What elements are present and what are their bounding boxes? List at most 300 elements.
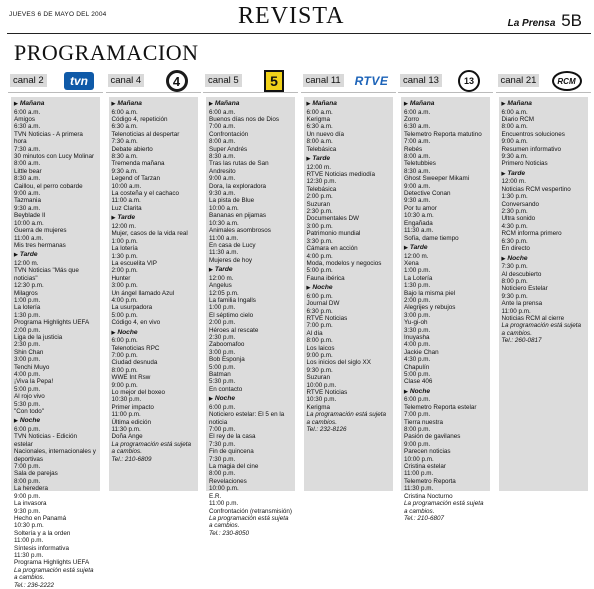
schedule-item: Bajo la misma piel	[404, 289, 456, 297]
schedule-item: 8:30 a.m.	[209, 153, 236, 161]
schedule-item: 11:00 p.m.	[501, 307, 531, 315]
schedule-item: Alegrijes y rebujos	[404, 304, 456, 312]
channel-schedule	[304, 97, 393, 491]
channel-name: canal 4	[108, 74, 145, 87]
schedule-item: 9:00 a.m.	[14, 190, 41, 198]
schedule-item: Amigos	[14, 116, 35, 123]
schedule-item: Shin Chan	[14, 348, 44, 356]
schedule-item: Fin de quincena	[209, 448, 254, 456]
schedule-item: 7:30 a.m.	[111, 138, 138, 146]
schedule-item: Tel.: 210-6807	[404, 514, 445, 522]
schedule-item: La familia Ingalls	[209, 296, 256, 304]
schedule-item: Telebásica	[306, 185, 337, 193]
schedule-item: 9:00 p.m.	[14, 492, 41, 500]
schedule-item: La programación está sujeta a cambios.	[209, 514, 289, 530]
schedule-item: 5:00 p.m.	[14, 385, 41, 393]
channel-name: canal 5	[205, 74, 242, 87]
schedule-item: Patrimonio mundial	[306, 230, 361, 238]
schedule-item: 5:00 p.m.	[209, 363, 236, 371]
schedule-section-label: ▶ Mañana	[112, 100, 195, 109]
schedule-item: 8:00 p.m.	[209, 470, 236, 478]
schedule-item: 6:30 a.m.	[404, 123, 431, 131]
schedule-item: Programa Highlights UEFA	[14, 559, 90, 567]
channel-schedule	[401, 97, 490, 522]
schedule-item: 7:00 a.m.	[404, 138, 431, 146]
schedule-item: 6:00 p.m.	[111, 337, 138, 345]
issue-date: JUEVES 6 DE MAYO DEL 2004	[9, 11, 107, 18]
schedule-item: Programa Highlights UEFA	[14, 319, 90, 327]
schedule-item: Telenoticias RPC	[111, 344, 160, 352]
channel-schedule	[499, 97, 588, 491]
schedule-item: 2:00 p.m.	[111, 267, 138, 275]
schedule-item: 5:30 p.m.	[209, 378, 236, 386]
schedule-item: 10:00 p.m.	[306, 381, 337, 389]
channel-column	[496, 70, 591, 496]
schedule-item: Guerra de mujeres	[14, 227, 67, 235]
schedule-item: Liga de la justicia	[14, 333, 63, 341]
schedule-item: Al descubierto	[501, 270, 542, 278]
schedule-item: Hunter	[111, 274, 131, 282]
schedule-item: 10:30 p.m.	[306, 396, 337, 404]
schedule-section-label: ▶ Tarde	[209, 266, 292, 275]
schedule-item: 10:00 a.m.	[209, 204, 239, 212]
schedule-item: 3:00 p.m.	[209, 348, 236, 356]
schedule-item: 1:00 p.m.	[404, 267, 431, 275]
schedule-item: Al día	[306, 329, 323, 337]
schedule-item: 10:00 p.m.	[209, 485, 239, 493]
schedule-item: 12:00 m.	[404, 252, 429, 260]
schedule-item: 8:00 p.m.	[14, 477, 41, 485]
schedule-item: 8:30 a.m.	[404, 167, 431, 175]
schedule-item: 7:30 a.m.	[14, 145, 41, 153]
schedule-item: Tazmania	[14, 197, 41, 205]
schedule-item: 6:00 p.m.	[306, 292, 333, 300]
schedule-item: Soltería y a la orden	[14, 529, 71, 537]
schedule-item: 11:30 a.m.	[404, 227, 434, 235]
schedule-item: 8:00 p.m.	[404, 426, 431, 434]
paper-name: La Prensa	[507, 18, 556, 29]
tvn-logo: tvn	[64, 72, 94, 90]
schedule-item: El rey de la casa	[209, 433, 256, 441]
schedule-item: 12:00 m.	[306, 163, 332, 171]
schedule-item: 2:00 p.m.	[209, 319, 236, 327]
schedule-item: 9:00 p.m.	[404, 440, 431, 448]
schedule-section-label: ▶ Tarde	[307, 155, 390, 164]
schedule-item: 7:30 p.m.	[209, 440, 236, 448]
schedule-item: Xena	[404, 259, 419, 267]
schedule-item: Clase 406	[404, 378, 433, 386]
schedule-item: 6:30 a.m.	[14, 123, 41, 131]
rtve-logo: RTVE	[354, 74, 389, 88]
schedule-item: 1:30 p.m.	[14, 311, 41, 319]
schedule-item: 10:00 p.m.	[404, 455, 434, 463]
schedule-item: El séptimo cielo	[209, 311, 254, 319]
schedule-item: 11:30 p.m.	[14, 551, 44, 559]
schedule-item: E.R.	[209, 492, 222, 500]
schedule-item: 11:00 p.m.	[111, 411, 141, 419]
schedule-item: La usurpadora	[111, 304, 153, 312]
schedule-item: En directo	[501, 245, 530, 253]
schedule-item: 2:30 p.m.	[306, 208, 333, 216]
schedule-item: Debate abierto	[111, 145, 153, 153]
schedule-item: 10:30 a.m.	[209, 219, 239, 227]
schedule-item: RTVE Noticias	[306, 314, 348, 322]
schedule-item: Kerigma	[306, 116, 330, 123]
schedule-item: 11:30 a.m.	[209, 249, 239, 257]
schedule-item: 7:30 p.m.	[209, 455, 236, 463]
schedule-item: 10:30 p.m.	[111, 396, 142, 404]
schedule-item: Hecho en Panamá	[14, 514, 67, 522]
schedule-item: Mujer, casos de la vida real	[111, 230, 188, 238]
schedule-item: 1:00 p.m.	[14, 296, 41, 304]
schedule-item: Sala de parejas	[14, 470, 58, 478]
schedule-item: 11:00 p.m.	[14, 537, 44, 545]
schedule-item: Telemetro Reporta estelar	[404, 403, 477, 411]
schedule-item: 10:00 a.m.	[111, 182, 142, 190]
schedule-item: 2:00 p.m.	[404, 296, 431, 304]
schedule-item: Fauna ibérica	[306, 274, 345, 282]
schedule-item: Buenos días nos de Dios	[209, 116, 280, 123]
channel-header	[203, 70, 298, 93]
schedule-item: 1:00 p.m.	[209, 304, 236, 312]
schedule-item: 4:00 p.m.	[111, 296, 138, 304]
schedule-item: Luz Clarita	[111, 204, 142, 212]
schedule-item: 12:00 m.	[501, 178, 527, 186]
schedule-item: Bananas en pijamas	[209, 212, 267, 220]
channel-name: canal 21	[498, 74, 540, 87]
schedule-item: 5:00 p.m.	[404, 371, 431, 378]
schedule-item: 5:00 p.m.	[111, 311, 138, 319]
schedule-item: Héroes al rescate	[209, 326, 259, 334]
schedule-item: Cristina estelar	[404, 463, 446, 471]
schedule-section-label: ▶ Noche	[112, 329, 195, 338]
schedule-section-label: ▶ Noche	[502, 255, 585, 264]
schedule-item: 8:30 a.m.	[111, 153, 138, 161]
schedule-item: 12:30 p.m.	[14, 282, 44, 290]
schedule-item: 9:30 a.m.	[209, 190, 236, 198]
schedule-item: Ultra sonido	[501, 215, 536, 223]
schedule-item: La invasora	[14, 500, 47, 508]
schedule-item: Diario RCM	[501, 116, 535, 123]
rcm-logo: RCM	[552, 71, 582, 91]
channel-schedule	[11, 97, 100, 589]
schedule-item: Noticias RCM vespertino	[501, 185, 571, 193]
schedule-item: 5:30 p.m.	[14, 400, 41, 408]
schedule-item: 3:00 p.m.	[306, 222, 333, 230]
schedule-item: 8:00 a.m.	[14, 160, 41, 168]
schedule-section-label: ▶ Noche	[307, 284, 390, 293]
schedule-item: 8:00 p.m.	[501, 277, 528, 285]
schedule-item: Kerigma	[306, 403, 330, 411]
schedule-item: 12:05 p.m.	[209, 289, 239, 297]
schedule-item: 6:00 a.m.	[404, 108, 431, 116]
channel-header	[8, 70, 103, 93]
schedule-item: La programación está sujeta a cambios.	[404, 500, 484, 515]
schedule-item: Al rojo vivo	[14, 393, 45, 401]
schedule-item: Un nuevo día	[306, 130, 344, 138]
section-title: REVISTA	[238, 3, 345, 29]
channel-header	[496, 70, 591, 93]
schedule-item: Chapulín	[404, 363, 430, 371]
channel-header	[301, 70, 396, 93]
schedule-item: 6:30 a.m.	[306, 123, 333, 131]
schedule-item: ¡Viva la Pepa!	[14, 378, 54, 386]
schedule-item: Tremenda mañana	[111, 160, 165, 168]
channel-schedule	[206, 97, 295, 537]
schedule-item: La programación está sujeta a cambios.	[306, 411, 386, 426]
schedule-item: Detective Conan	[404, 190, 451, 198]
schedule-item: Cristina Nocturno	[404, 492, 453, 500]
schedule-item: Batman	[209, 371, 231, 378]
schedule-item: 11:00 p.m.	[209, 500, 239, 508]
schedule-item: 1:30 p.m.	[501, 193, 528, 201]
schedule-item: 11:00 a.m.	[111, 197, 141, 205]
schedule-item: Nacionales, internacionales y deportivas	[14, 448, 96, 463]
schedule-item: 1:30 p.m.	[111, 252, 138, 260]
schedule-item: Moda, modelos y negocios	[306, 259, 382, 267]
schedule-item: La lotería	[111, 245, 138, 253]
schedule-item: 7:00 p.m.	[404, 411, 431, 419]
schedule-item: 9:30 p.m.	[501, 292, 528, 300]
channel-column	[203, 70, 298, 537]
schedule-item: Noticias RCM al cierre	[501, 314, 565, 322]
schedule-item: Tel.: 210-6809	[111, 455, 152, 463]
schedule-item: 2:00 p.m.	[14, 326, 41, 334]
schedule-item: "Con todo"	[14, 408, 45, 416]
channel-column	[106, 70, 201, 496]
schedule-item: Telebásica	[306, 145, 337, 153]
schedule-item: 4:00 p.m.	[14, 371, 41, 378]
schedule-item: Los laicos	[306, 344, 335, 352]
schedule-item: Mis tres hermanas	[14, 241, 66, 249]
schedule-item: 8:00 a.m.	[501, 123, 528, 131]
canal-13-logo: 13	[458, 70, 480, 92]
schedule-item: 12:00 m.	[14, 259, 39, 267]
schedule-item: Código 4, en vivo	[111, 319, 161, 327]
schedule-item: Dora, la exploradora	[209, 182, 267, 190]
schedule-item: 1:30 p.m.	[404, 282, 431, 290]
schedule-item: 4:00 p.m.	[306, 252, 333, 260]
schedule-item: Los inicios del siglo XX	[306, 359, 371, 367]
schedule-item: 7:00 a.m.	[209, 123, 236, 131]
schedule-item: Animales asombrosos	[209, 227, 271, 235]
schedule-item: Por tu amor	[404, 204, 437, 212]
schedule-item: 3:30 p.m.	[306, 237, 333, 245]
schedule-item: TVN Noticias "Más que noticias"	[14, 267, 79, 282]
schedule-item: 9:30 a.m.	[111, 167, 138, 175]
schedule-item: 6:00 p.m.	[209, 403, 236, 411]
schedule-section-label: ▶ Noche	[14, 417, 97, 426]
schedule-item: Noticiero Estelar	[501, 285, 548, 293]
schedule-item: RTVE Noticias	[306, 389, 348, 396]
schedule-item: La lotería	[14, 304, 41, 312]
schedule-item: Tenchi Muyo	[14, 363, 50, 371]
schedule-item: 7:00 p.m.	[14, 463, 41, 471]
schedule-item: Confrontación	[209, 130, 249, 138]
schedule-item: 9:00 a.m.	[209, 175, 236, 183]
schedule-item: 11:30 p.m.	[404, 485, 434, 493]
schedule-item: Milagros	[14, 289, 38, 297]
schedule-item: WWE Int Rsw	[111, 374, 151, 382]
schedule-item: Conversando	[501, 200, 539, 208]
schedule-item: Yu-gi-oh	[404, 319, 428, 327]
schedule-section-label: ▶ Tarde	[502, 170, 585, 179]
schedule-item: La costeña y el cachaco	[111, 190, 180, 198]
schedule-item: La heredera	[14, 485, 48, 493]
schedule-item: 8:00 a.m.	[306, 138, 333, 146]
schedule-item: 2:00 p.m.	[306, 193, 333, 201]
schedule-item: Telemetro Reporta matutino	[404, 130, 482, 138]
schedule-item: Journal DW	[306, 300, 340, 308]
schedule-item: 12:00 m.	[111, 222, 137, 230]
schedule-item: TVN Noticias - A primera hora	[14, 130, 83, 146]
schedule-item: 12:00 m.	[209, 274, 234, 282]
schedule-item: Cámara en acción	[306, 245, 358, 253]
schedule-item: Telemetro Reporta	[404, 477, 456, 485]
schedule-item: Pasión de gavilanes	[404, 433, 461, 441]
channel-header	[106, 70, 201, 93]
schedule-item: 8:00 p.m.	[111, 366, 138, 374]
schedule-item: 6:00 p.m.	[404, 396, 431, 404]
schedule-section-label: ▶ Mañana	[307, 100, 390, 109]
channel-name: canal 11	[303, 74, 344, 87]
channel-column	[398, 70, 493, 522]
schedule-item: Síntesis informativa	[14, 544, 69, 552]
schedule-item: 8:00 a.m.	[209, 138, 236, 146]
schedule-item: La escuelita VIP	[111, 259, 158, 267]
schedule-item: 7:00 p.m.	[111, 351, 138, 359]
schedule-item: Suzuran	[306, 374, 330, 382]
schedule-item: Beyblade II	[14, 212, 46, 220]
schedule-item: 11:00 a.m.	[209, 234, 239, 242]
schedule-item: Inuyasha	[404, 333, 430, 341]
schedule-item: La magia del cine	[209, 463, 259, 471]
schedule-item: 9:30 p.m.	[306, 366, 333, 374]
schedule-item: La Lotería	[404, 274, 433, 282]
schedule-item: Rebés	[404, 145, 423, 153]
page-number: 5B	[561, 11, 582, 30]
schedule-item: 1:00 p.m.	[111, 237, 138, 245]
schedule-item: Parecen noticias	[404, 448, 451, 456]
schedule-item: 9:30 p.m.	[14, 507, 41, 515]
schedule-item: 6:00 a.m.	[306, 108, 333, 116]
schedule-item: 3:00 p.m.	[14, 356, 41, 364]
schedule-item: Doña Ange	[111, 433, 143, 441]
channel-name: canal 2	[10, 74, 47, 87]
schedule-item: Revelaciones	[209, 477, 247, 485]
schedule-item: 6:00 a.m.	[111, 108, 138, 116]
schedule-item: Little bear	[14, 167, 42, 175]
schedule-item: 6:30 a.m.	[111, 123, 138, 131]
schedule-item: RTVE Noticias mediodía	[306, 171, 375, 179]
page-title: PROGRAMACION	[14, 40, 199, 65]
channel-name: canal 13	[400, 74, 442, 87]
schedule-item: Confrontación (retransmisión)	[209, 507, 292, 515]
schedule-item: Teletubbies	[404, 160, 436, 168]
schedule-item: 3:30 p.m.	[404, 326, 431, 334]
schedule-item: Tel.: 260-0817	[501, 337, 542, 345]
schedule-item: 6:30 p.m.	[501, 237, 528, 245]
schedule-section-label: ▶ Mañana	[404, 100, 487, 109]
schedule-item: 7:00 p.m.	[306, 322, 333, 330]
schedule-item: 9:30 a.m.	[14, 204, 41, 212]
schedule-item: Ante la prensa	[501, 300, 543, 308]
schedule-item: Lo mejor del boxeo	[111, 389, 166, 396]
channel-header	[398, 70, 493, 93]
schedule-item: Tel.: 232-8126	[306, 426, 347, 434]
schedule-item: RCM informa primero	[501, 230, 562, 238]
schedule-item: La pista de Blue	[209, 197, 255, 205]
schedule-item: 9:00 a.m.	[404, 182, 431, 190]
schedule-item: 6:00 a.m.	[501, 108, 528, 116]
schedule-item: Encuentros soluciones	[501, 130, 565, 138]
schedule-item: 2:30 p.m.	[501, 208, 528, 216]
schedule-item: 11:00 p.m.	[404, 470, 434, 478]
schedule-section-label: ▶ Mañana	[502, 100, 585, 109]
schedule-item: Suzuran	[306, 200, 330, 208]
schedule-item: 9:30 a.m.	[501, 153, 528, 161]
schedule-item: Un ángel llamado Azul	[111, 289, 175, 297]
schedule-item: 9:00 p.m.	[306, 351, 333, 359]
schedule-item: 10:30 a.m.	[404, 212, 434, 220]
schedule-item: Primer impacto	[111, 403, 154, 411]
schedule-item: Ciudad desnuda	[111, 359, 158, 367]
schedule-item: Tel.: 230-8050	[209, 529, 250, 537]
schedule-section-label: ▶ Mañana	[209, 100, 292, 109]
schedule-item: 9:00 p.m.	[111, 381, 138, 389]
schedule-item: En contacto	[209, 385, 243, 393]
schedule-item: 6:00 a.m.	[14, 108, 41, 116]
schedule-item: 2:30 p.m.	[14, 341, 41, 349]
schedule-section-label: ▶ Noche	[404, 388, 487, 397]
schedule-item: Tierra nuestra	[404, 418, 443, 426]
schedule-item: Tras las rutas de San Andresito	[209, 160, 269, 175]
schedule-item: 7:00 p.m.	[209, 426, 236, 434]
schedule-item: 11:30 p.m.	[111, 426, 141, 434]
schedule-item: 9:30 a.m.	[404, 197, 431, 205]
schedule-item: 7:30 p.m.	[501, 263, 528, 271]
channel-column	[8, 70, 103, 589]
canal-4-logo: 4	[166, 70, 188, 92]
header-rule	[7, 33, 591, 34]
schedule-item: Engañada	[404, 219, 433, 227]
schedule-item: 4:00 p.m.	[404, 341, 431, 349]
schedule-item: 2:30 p.m.	[209, 333, 236, 341]
schedule-item: Angelus	[209, 282, 232, 290]
schedule-item: Telenoticias al despertar	[111, 130, 180, 138]
schedule-section-label: ▶ Tarde	[112, 214, 195, 223]
schedule-item: Caillou, el perro cobarde	[14, 182, 83, 190]
schedule-item: 4:30 p.m.	[404, 356, 431, 364]
schedule-item: Última edición	[111, 418, 152, 426]
schedule-item: Zaboomafoo	[209, 341, 245, 349]
schedule-item: 9:00 a.m.	[501, 138, 528, 146]
schedule-item: Noticiero estelar: El 5 en la noticia	[209, 411, 285, 426]
schedule-section-label: ▶ Noche	[209, 395, 292, 404]
schedule-item: Legend of Tarzan	[111, 175, 161, 183]
schedule-section-label: ▶ Tarde	[14, 251, 97, 260]
schedule-item: TVN Noticias - Edición estelar	[14, 433, 77, 448]
schedule-item: Bob Esponja	[209, 356, 245, 364]
schedule-item: 30 minutos con Lucy Molinar	[14, 153, 95, 161]
schedule-item: 8:00 p.m.	[306, 337, 333, 345]
schedule-item: Primero Noticias	[501, 160, 548, 168]
schedule-item: 5:00 p.m.	[306, 267, 333, 275]
schedule-item: 12:30 p.m.	[306, 178, 337, 186]
schedule-item: Documentales DW	[306, 215, 359, 223]
schedule-item: 11:00 a.m.	[14, 234, 44, 242]
schedule-item: 10:00 a.m.	[14, 219, 44, 227]
